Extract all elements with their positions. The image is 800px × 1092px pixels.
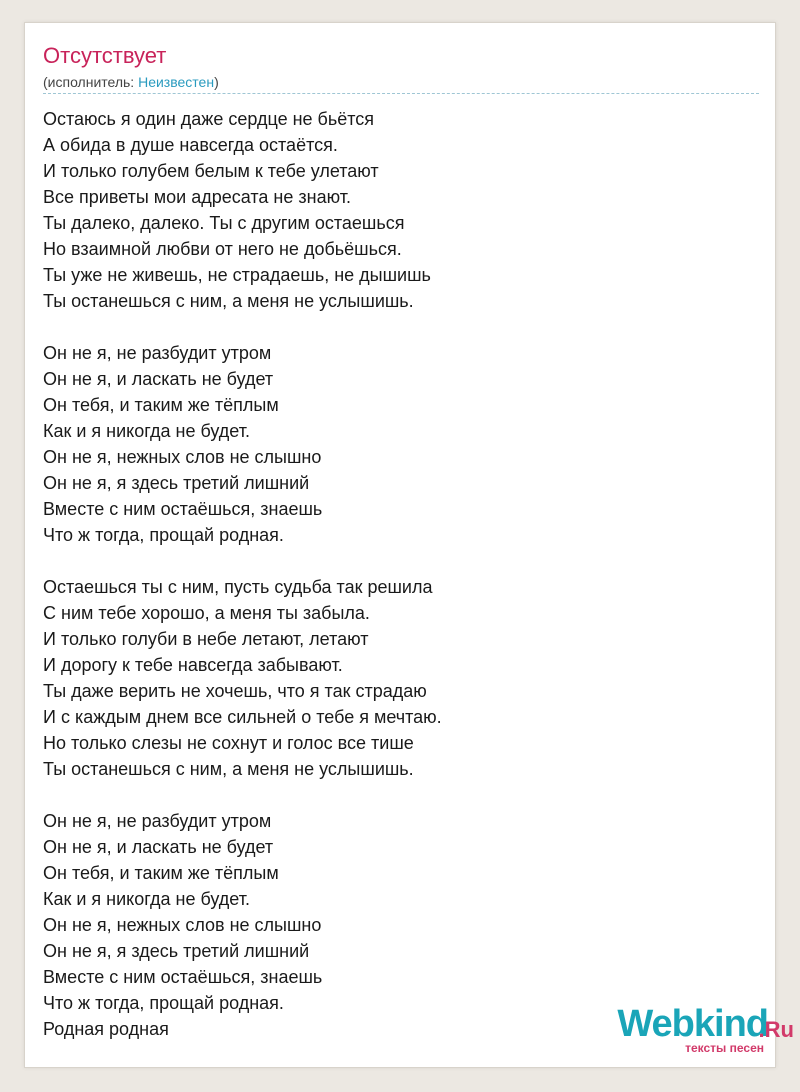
lyric-line: Ты останешься с ним, а меня не услышишь. bbox=[43, 759, 414, 779]
artist-prefix: (исполнитель: bbox=[43, 74, 139, 90]
lyric-line: И только голуби в небе летают, летают bbox=[43, 629, 369, 649]
lyric-line: Он не я, не разбудит утром bbox=[43, 343, 272, 363]
lyric-line: Он не я, я здесь третий лишний bbox=[43, 941, 310, 961]
lyric-line: Как и я никогда не будет. bbox=[43, 421, 250, 441]
lyric-line: Он тебя, и таким же тёплым bbox=[43, 395, 279, 415]
lyric-line: Что ж тогда, прощай родная. bbox=[43, 993, 284, 1013]
lyric-line: И с каждым днем все сильней о тебе я мечтаю. bbox=[43, 707, 442, 727]
lyric-line: Вместе с ним остаёшься, знаешь bbox=[43, 499, 323, 519]
lyric-line: Но только слезы не сохнут и голос все тише bbox=[43, 733, 414, 753]
logo-domain: .Ru bbox=[758, 1017, 794, 1042]
artist-link[interactable]: Неизвестен bbox=[138, 74, 215, 90]
artist-line bbox=[43, 74, 219, 90]
lyric-line: Как и я никогда не будет. bbox=[43, 889, 250, 909]
lyric-line: Ты даже верить не хочешь, что я так страдаю bbox=[43, 681, 427, 701]
stanza bbox=[43, 106, 759, 314]
lyric-line: Он тебя, и таким же тёплым bbox=[43, 863, 279, 883]
lyric-line: Он не я, нежных слов не слышно bbox=[43, 915, 322, 935]
song-title: Отсутствует bbox=[43, 43, 167, 68]
lyric-line: И дорогу к тебе навсегда забывают. bbox=[43, 655, 343, 675]
lyric-line: Все приветы мои адресата не знают. bbox=[43, 187, 351, 207]
stanza bbox=[43, 340, 759, 548]
lyric-line: Ты останешься с ним, а меня не услышишь. bbox=[43, 291, 414, 311]
logo-tagline: тексты песен bbox=[685, 1041, 764, 1055]
logo-wordmark: Webkind bbox=[617, 1003, 768, 1045]
lyric-line: Ты далеко, далеко. Ты с другим остаешься bbox=[43, 213, 405, 233]
artist-suffix: ) bbox=[214, 74, 219, 90]
lyric-line: Он не я, нежных слов не слышно bbox=[43, 447, 322, 467]
lyric-line: Родная родная bbox=[43, 1019, 169, 1039]
lyric-line: Он не я, я здесь третий лишний bbox=[43, 473, 310, 493]
lyric-line: Он не я, и ласкать не будет bbox=[43, 837, 274, 857]
lyric-line: Он не я, и ласкать не будет bbox=[43, 369, 274, 389]
lyric-line: С ним тебе хорошо, а меня ты забыла. bbox=[43, 603, 370, 623]
lyric-line: И только голубем белым к тебе улетают bbox=[43, 161, 379, 181]
stanza bbox=[43, 574, 759, 782]
webkind-logo[interactable] bbox=[596, 1003, 796, 1053]
lyric-line: Но взаимной любви от него не добьёшься. bbox=[43, 239, 402, 259]
lyric-line: Что ж тогда, прощай родная. bbox=[43, 525, 284, 545]
lyrics-card bbox=[24, 22, 776, 1068]
lyric-line: А обида в душе навсегда остаётся. bbox=[43, 135, 338, 155]
lyric-line: Он не я, не разбудит утром bbox=[43, 811, 272, 831]
lyrics-body bbox=[43, 106, 759, 1068]
lyric-line: Ты уже не живешь, не страдаешь, не дышишь bbox=[43, 265, 431, 285]
lyric-line: Остаюсь я один даже сердце не бьётся bbox=[43, 109, 375, 129]
lyric-line: Остаешься ты с ним, пусть судьба так решила bbox=[43, 577, 433, 597]
lyric-line: Вместе с ним остаёшься, знаешь bbox=[43, 967, 323, 987]
title-divider bbox=[43, 93, 759, 94]
